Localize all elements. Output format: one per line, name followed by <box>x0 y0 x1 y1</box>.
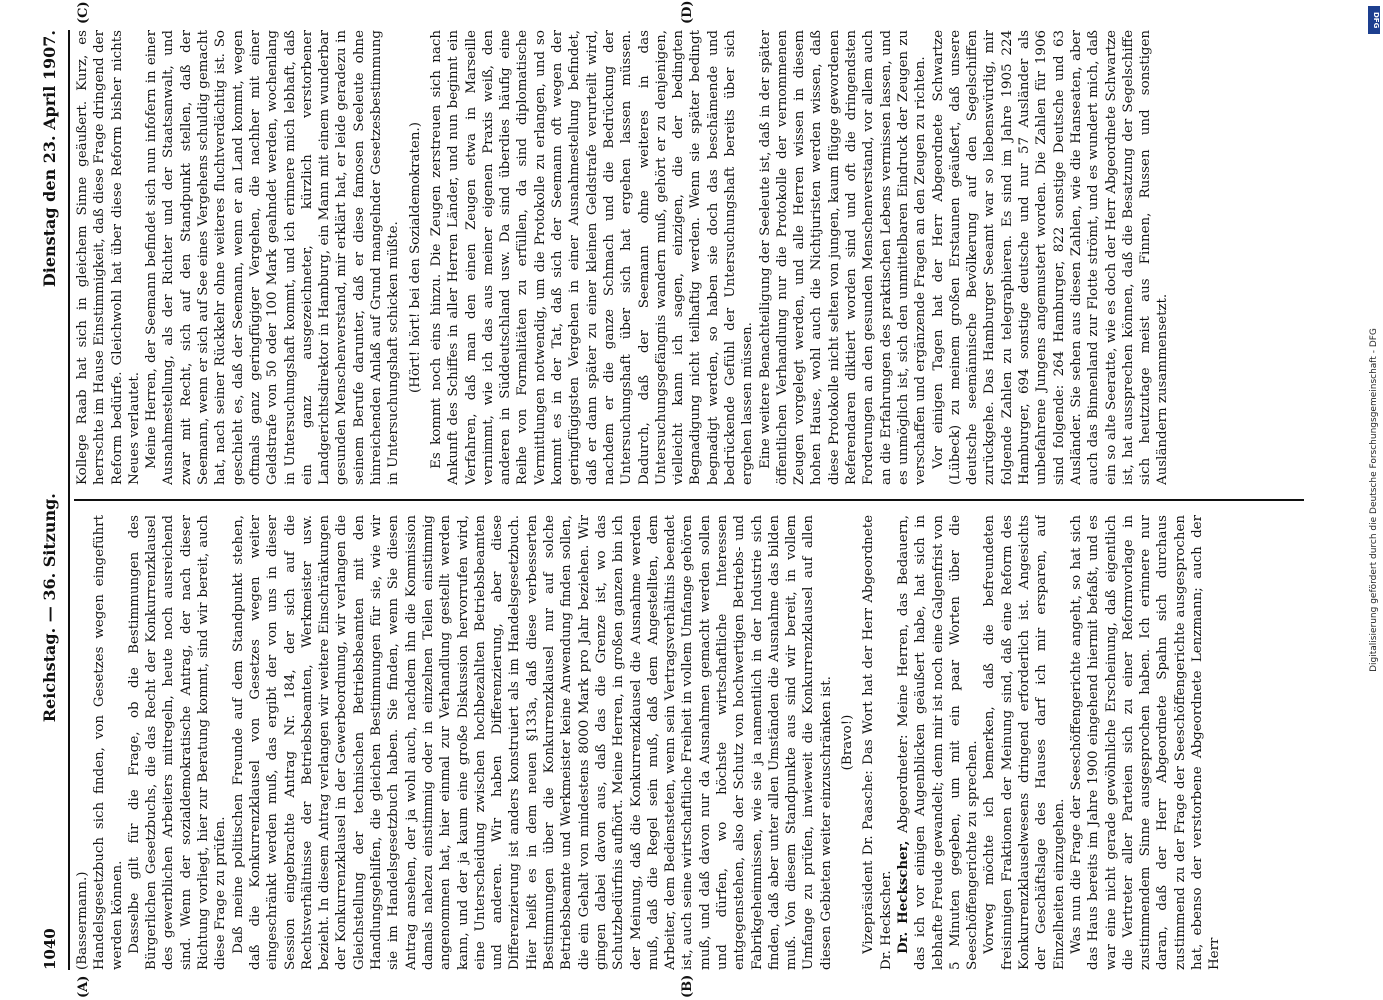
paragraph: Es kommt noch eins hinzu. Die Zeugen zerstreuen sich nach Ankunft des Schiffes in aller Herren Länder, und nun beginnt ein Verfahren, daß man den einen Zeugen etwa in Marseille vernimmt, wie ich das aus meiner eigenen Praxis weiß, den anderen in Süddeutschland usw. Da sind überdies häufig eine Reihe von Formalitäten zu erfüllen, da sind diplomatische Vermittlungen notwendig, um die Protokolle zu erlangen, und so kommt es in der Tat, daß sich der Seemann oft wegen der geringfügigsten Vergehen in einer Ausnahmestellung befindet, daß er dann später zu einer kleinen Geldstrafe verurteilt wird, nachdem er die ganze Schmach und die Bedrückung der Untersuchungshaft über sich hat ergehen lassen müssen. Dadurch, daß der Seemann ohne weiteres in das Untersuchungsgefängnis wandern muß, gehört er zu denjenigen, vielleicht kann ich sagen, einzigen, die der bedingten Begnadigung nicht teilhaftig werden. Wenn sie später bedingt begnadigt werden, so haben sie doch das beschämende und bedrückende Gefühl der Untersuchungshaft bereits über sich ergehen lassen müssen. <box>428 30 756 485</box>
interjection: (Hört! hört! bei den Sozialdemokraten.) <box>407 122 423 393</box>
page-number: 1040 <box>41 928 59 970</box>
applause-note: (Bravo!) <box>840 714 856 771</box>
paragraph: Vor einigen Tagen hat der Herr Abgeordnete Schwartze (Lübeck) zu meinem großen Erstaunen geäußert, daß unsere deutsche seemännische Bevölkerung auf den Segelschiffen zurückgehe. Das Hamburger Seeamt war so liebenswürdig, mir folgende Zahlen zu telegraphieren. Es sind im Jahre 1905 224 Hamburger, 694 sonstige deutsche und nur 57 Ausländer als unbefahrene Jungens angemustert worden. Die Zahlen für 1906 sind folgende: 264 Hamburger, 822 sonstige Deutsche und 63 Ausländer. Sie sehen aus diesen Zahlen, wie die Hanseaten, aber auch das Binnenland zur Flotte strömt, und es wundert mich, daß ein so alte Seeratte, wie es doch der Herr Abgeordnete Schwartze ist, hat aussprechen können, daß die Besatzung der Segelschiffe sich heutzutage meist aus Finnen, Russen und sonstigen Ausländern zusammensetzt. <box>930 30 1171 485</box>
speaker-tag: (Bassermann.) <box>75 871 90 970</box>
paragraph: Handelsgesetzbuch sich finden, von Gesetzes wegen eingeführt werden können. <box>92 515 125 970</box>
dfg-logo: DFG <box>1368 6 1380 34</box>
column-divider <box>74 499 1304 501</box>
speaker-paragraph <box>895 515 981 970</box>
page-header <box>40 30 70 970</box>
rotated-page <box>40 0 1310 998</box>
paragraph: Meine Herren, der Seemann befindet sich nun infofern in einer Ausnahmestellung, als der Richter und der Staatsanwalt, und zwar mit Recht, sich auf den Standpunkt stellen, daß der Seemann, wenn er sich auf See eines Vergehens schuldig gemacht hat, nach seiner Rückkehr ohne weiteres fluchtverdächtig ist. So geschieht es, daß der Seemann, wenn er an Land kommt, wegen oftmals ganz geringfügiger Vergehen, die nachher mit einer Geldstrafe von 50 oder 100 Mark geahndet werden, wochenlang in Untersuchungshaft kommt, und ich erinnere mich lebhaft, daß ein ganz ausgezeichneter, kürzlich verstorbener Landgerichtsdirektor in Hamburg, ein Mann mit einem wunderbar gesunden Menschenverstand, mir erklärt hat, er leide geradezu in seinem Berufe darunter, daß er diese famosen Seeleute ohne hinreichenden Anlaß auf Grund mangelnder Gesetzesbestimmung in Untersuchungshaft schicken müßte. <box>144 30 402 485</box>
paragraph: Daß meine politischen Freunde auf dem Standpunkt stehen, daß die Konkurrenzklausel von Gesetzes wegen weiter eingeschränkt werden muß, das ergibt der von uns in dieser Session eingebrachte Antrag Nr. 184, der sich auf die Rechtsverhältnisse der Betriebsbeamten, Werkmeister usw. bezieht. In diesem Antrag verlangen wir weitere Einschränkungen der Konkurrenzklausel in der Gewerbeordnung, wir verlangen die Gleichstellung der technischen Betriebsbeamten mit den Handlungsgehilfen, die gleichen Bestimmungen für sie, wie wir sie im Handelsgesetzbuch haben. Sie finden, wenn Sie diesen Antrag ansehen, der ja wohl auch, nachdem ihn die Kommission damals nahezu einstimmig oder in einzelnen Teilen einstimmig angenommen hat, hier einmal zur Verhandlung gestellt werden kann, und der ja kaum eine große Diskussion hervorrufen wird, eine Unterscheidung zwischen hochbezahlten Betriebsbeamten und anderen. Wir haben Differenzierung, aber diese Differenzierung ist anders konstruiert als im Handelsgesetzbuch. Hier heißt es in dem neuen §133a, daß diese verbesserten Bestimmungen über die Konkurrenzklausel nur auf solche Betriebsbeamte und Werkmeister keine Anwendung finden sollen, die ein Gehalt von mindestens 8000 Mark pro Jahr beziehen. Wir gingen dabei davon aus, daß das die Grenze ist, wo das Schutzbedürfnis aufhört. Meine Herren, in großen ganzen bin ich der Meinung, daß die Konkurrenzklausel die Ausnahme werden muß, daß die Regel sein muß, daß dem Angestellten, dem Arbeiter, dem Bediensteten, wenn sein Vertragsverhältnis beendet ist, auch seine wirtschaftliche Freiheit in vollem Umfange gehören muß, und daß davon nur da Ausnahmen gemacht werden sollen und dürfen, wo höchste wirtschaftliche Interessen entgegenstehen, also der Schutz von hochwertigen Betriebs- und Fabrikgeheimnissen, wie sie ja namentlich in der Industrie sich finden, daß aber unter allen Umständen die Ausnahme das bilden muß. Von diesem Standpunkte aus sind wir bereit, in vollem Umfange zu prüfen, inwieweit die Konkurrenzklausel auf allen diesen Gebieten weiter einzuschränken ist. <box>230 515 834 970</box>
speech-text: Abgeordneter: Meine Herren, das Bedauern, das ich vor einigen Augenblicken geäußert habe, hat sich in lebhafte Freude gewandelt; denn mir ist noch eine Galgenfrist von 5 Minuten gegeben, um mit ein paar Worten über die Seeschöffengerichte zu sprechen. <box>895 515 981 970</box>
digitization-sidebar <box>1367 10 1381 990</box>
paragraph: Kollege Raab hat sich in gleichem Sinne geäußert. Kurz, es herrschte im Hause Einstimmigkeit, daß diese Frage dringend der Reform bedürfe. Gleichwohl hat über diese Reform bisher nichts Neues verlautet. <box>75 30 142 485</box>
right-column <box>74 30 1304 485</box>
paragraph: Dasselbe gilt für die Frage, ob die Bestimmungen des Bürgerlichen Gesetzbuchs, die das Recht der Konkurrenzklausel des gewerblichen Arbeiters mitregeln, heute noch ausreichend sind. Wenn der sozialdemokratische Antrag, der nach dieser Richtung vorliegt, hier zur Beratung kommt, sind wir bereit, auch diese Frage zu prüfen. <box>126 515 229 970</box>
margin-marker-c: (C) <box>76 1 91 24</box>
paragraph: Vizepräsident Dr. Paasche: Das Wort hat der Herr Abgeordnete Dr. Heckscher. <box>861 515 894 970</box>
margin-marker-a: (A) <box>76 975 91 998</box>
paragraph: Vorweg möchte ich bemerken, daß die befreundeten freisinnigen Fraktionen der Meinung sind, daß eine Reform des Konkurrenzklauselwesens dringend erforderlich ist. Angesichts der Geschäftslage des Hauses darf ich mir ersparen, auf Einzelheiten einzugehen. <box>982 515 1067 970</box>
session-date: Dienstag den 23. April 1907. <box>40 30 59 288</box>
left-column <box>74 515 1304 970</box>
session-title: Reichstag. — 36. Sitzung. <box>40 493 59 723</box>
text-columns <box>74 30 1304 970</box>
digitization-note: Digitalisierung gefördert durch die Deutsche Forschungsgemeinschaft - DFG <box>1369 328 1379 672</box>
paragraph: Eine weitere Benachteiligung der Seeleute ist, daß in der später öffentlichen Verhandlung nur die Protokolle der vernommenen Zeugen vorgelegt werden, und alle Herren wissen in diesem hohen Hause, wohl auch die Nichtjuristen werden wissen, daß diese Protokolle nicht selten von jungen, kaum flügge gewordenen Referendaren diktiert worden sind und oft die dringendsten Forderungen an den gesunden Menschenverstand, vor allem auch an die Erfahrungen des praktischen Lebens vermissen lassen, und es unmöglich ist, sich den unmittelbaren Eindruck der Zeugen zu verschaffen und ergänzende Fragen an den Zeugen zu richten. <box>757 30 929 485</box>
margin-marker-b: (B) <box>680 974 695 998</box>
speaker-name: Dr. Heckscher, <box>894 840 911 954</box>
paragraph: Was nun die Frage der Seeschöffengerichte angeht, so hat sich das Haus bereits im Jahre 1900 eingehend hiermit befaßt, und es war eine nicht gerade gewöhnliche Erscheinung, daß eigentlich die Vertreter aller Parteien sich zu einer Reformvorlage in zustimmendem Sinne ausgesprochen haben. Ich erinnere nur daran, daß der Herr Abgeordnete Spahn sich durchaus zustimmend zu der Frage der Seeschöffengerichte ausgesprochen hat, ebenso der verstorbene Abgeordnete Lenzmann; auch der Herr <box>1068 515 1223 970</box>
margin-marker-d: (D) <box>680 0 695 24</box>
